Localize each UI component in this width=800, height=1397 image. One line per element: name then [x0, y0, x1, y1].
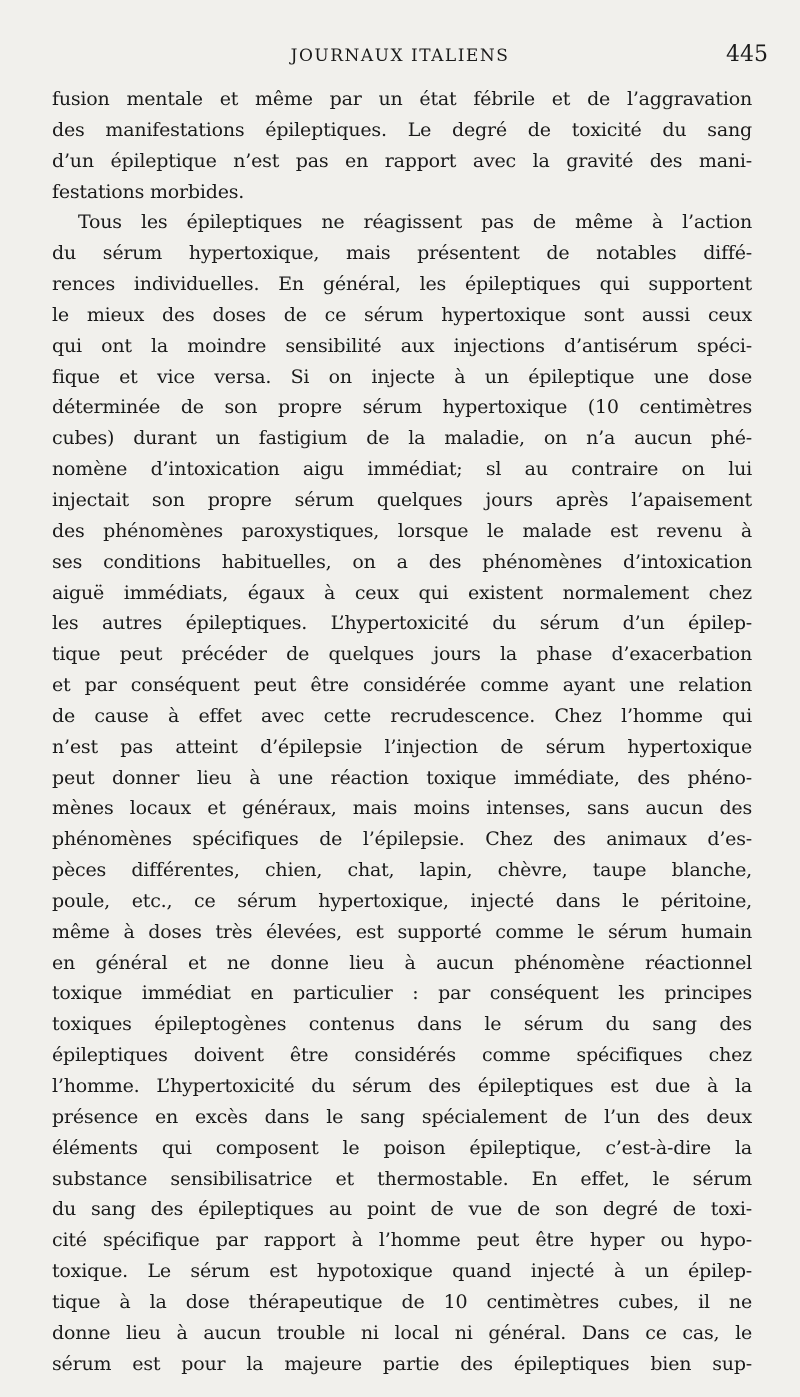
text-line: festations morbides.: [52, 180, 245, 203]
text-line: mènes locaux et généraux, mais moins intenses, sans aucun des: [52, 797, 752, 820]
text-line: les autres épileptiques. L’hypertoxicité du sérum d’un épilep-: [52, 612, 752, 635]
text-line: cité spécifique par rapport à l’homme peut être hyper ou hypo-: [52, 1229, 752, 1252]
running-header: [0, 40, 800, 76]
text-line: toxiques épileptogènes contenus dans le sérum du sang des: [52, 1013, 752, 1036]
text-line: éléments qui composent le poison épileptique, c’est-à-dire la: [52, 1136, 752, 1159]
text-line: n’est pas atteint d’épilepsie l’injection de sérum hypertoxique: [52, 735, 752, 758]
text-line: tique à la dose thérapeutique de 10 centimètres cubes, il ne: [52, 1290, 752, 1313]
text-line: toxique immédiat en particulier : par conséquent les principes: [52, 982, 752, 1005]
text-line: de cause à effet avec cette recrudescence. Chez l’homme qui: [52, 704, 752, 727]
text-line: l’homme. L’hypertoxicité du sérum des épileptiques est due à la: [52, 1075, 752, 1097]
text-line: et par conséquent peut être considérée comme ayant une relation: [52, 674, 752, 697]
text-line: poule, etc., ce sérum hypertoxique, injecté dans le péritoine,: [52, 889, 752, 912]
text-line: d’un épileptique n’est pas en rapport avec la gravité des mani-: [52, 149, 752, 172]
text-line: Tous les épileptiques ne réagissent pas de même à l’action: [78, 211, 752, 234]
text-line: peut donner lieu à une réaction toxique immédiate, des phéno-: [52, 766, 752, 789]
text-line: en général et ne donne lieu à aucun phénomène réactionnel: [52, 951, 752, 974]
text-line: aiguë immédiats, égaux à ceux qui existent normalement chez: [52, 581, 752, 604]
running-title: JOURNAUX ITALIENS: [290, 46, 510, 66]
text-line: qui ont la moindre sensibilité aux injections d’antisérum spéci-: [52, 334, 752, 357]
text-line: épileptiques doivent être considérés comme spécifiques chez: [52, 1044, 752, 1067]
text-line: fique et vice versa. Si on injecte à un épileptique une dose: [52, 365, 752, 388]
text-line: fusion mentale et même par un état fébrile et de l’aggravation: [52, 88, 752, 110]
text-line: ses conditions habituelles, on a des phénomènes d’intoxication: [52, 550, 752, 573]
text-line: donne lieu à aucun trouble ni local ni général. Dans ce cas, le: [52, 1321, 752, 1344]
text-line: présence en excès dans le sang spécialement de l’un des deux: [52, 1105, 752, 1128]
text-line: phénomènes spécifiques de l’épilepsie. Chez des animaux d’es-: [52, 828, 752, 851]
text-line: du sérum hypertoxique, mais présentent de notables diffé-: [52, 242, 752, 265]
text-line: injectait son propre sérum quelques jours après l’apaisement: [52, 488, 752, 511]
text-line: toxique. Le sérum est hypotoxique quand injecté à un épilep-: [52, 1260, 752, 1283]
text-line: des phénomènes paroxystiques, lorsque le malade est revenu à: [52, 519, 752, 542]
text-line: tique peut précéder de quelques jours la phase d’exacerbation: [52, 643, 752, 666]
text-line: sérum est pour la majeure partie des épileptiques bien sup-: [52, 1352, 752, 1375]
text-line: rences individuelles. En général, les épileptiques qui supportent: [52, 273, 752, 296]
text-line: substance sensibilisatrice et thermostable. En effet, le sérum: [52, 1167, 752, 1190]
text-line: le mieux des doses de ce sérum hypertoxique sont aussi ceux: [52, 303, 752, 326]
text-line: du sang des épileptiques au point de vue de son degré de toxi-: [52, 1198, 752, 1221]
text-line: même à doses très élevées, est supporté comme le sérum humain: [52, 920, 752, 943]
page-number: 445: [726, 42, 768, 67]
text-line: nomène d’intoxication aigu immédiat; sl au contraire on lui: [52, 458, 752, 481]
text-line: pèces différentes, chien, chat, lapin, chèvre, taupe blanche,: [52, 859, 752, 882]
body-text: [52, 84, 752, 1379]
text-line: des manifestations épileptiques. Le degré de toxicité du sang: [52, 118, 752, 141]
text-line: cubes) durant un fastigium de la maladie, on n’a aucun phé-: [52, 427, 752, 450]
text-line: déterminée de son propre sérum hypertoxique (10 centimètres: [52, 396, 752, 419]
